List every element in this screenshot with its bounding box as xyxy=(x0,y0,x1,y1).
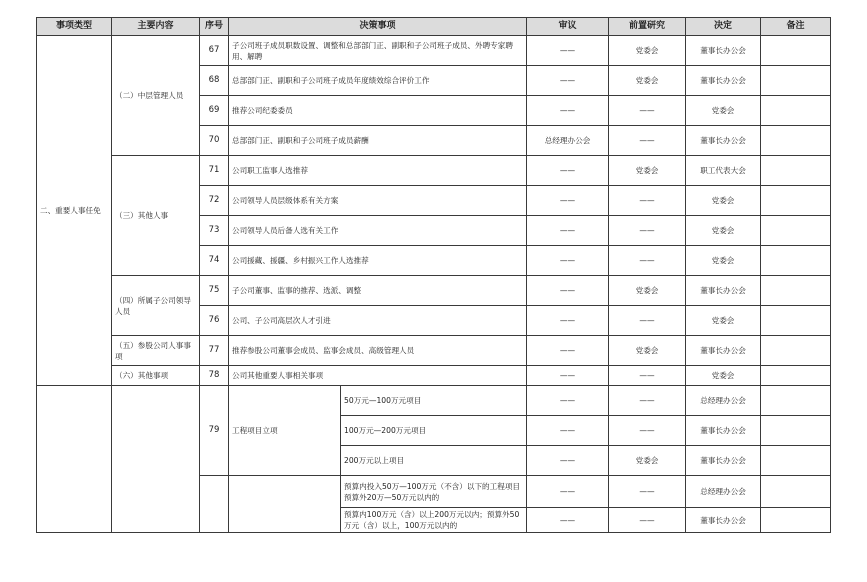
subgroup-cell-equity-personnel: （五）参股公司人事事项 xyxy=(112,336,200,366)
page-bottom-crop xyxy=(0,556,867,582)
decide-cell: 党委会 xyxy=(686,306,761,336)
header-row xyxy=(37,18,831,36)
seq-cell: 67 xyxy=(200,36,229,66)
decide-cell: 董事长办公会 xyxy=(686,276,761,306)
table-row xyxy=(37,276,831,306)
subgroup-cell-other-personnel: （三）其他人事 xyxy=(112,156,200,276)
decide-cell: 总经理办公会 xyxy=(686,386,761,416)
note-cell xyxy=(761,386,831,416)
note-cell xyxy=(761,306,831,336)
decision-item-cell: 推荐公司纪委委员 xyxy=(229,96,527,126)
header-seq: 序号 xyxy=(200,18,229,36)
pre-research-cell: —— xyxy=(609,246,686,276)
review-cell: —— xyxy=(527,476,609,508)
seq-cell: 79 xyxy=(200,386,229,476)
pre-research-cell: —— xyxy=(609,216,686,246)
pre-research-cell: —— xyxy=(609,366,686,386)
decide-cell: 董事长办公会 xyxy=(686,508,761,533)
subgroup-cell-other-matters: （六）其他事项 xyxy=(112,366,200,386)
note-cell xyxy=(761,96,831,126)
note-cell xyxy=(761,126,831,156)
sub-item-cell: 预算内投入50万—100万元（不含）以下的工程项目预算外20万—50万元以内的 xyxy=(341,476,527,508)
decide-cell: 董事长办公会 xyxy=(686,66,761,96)
note-cell xyxy=(761,156,831,186)
review-cell: 总经理办公会 xyxy=(527,126,609,156)
review-cell: —— xyxy=(527,246,609,276)
decision-item-cell: 公司援藏、援疆、乡村振兴工作人选推荐 xyxy=(229,246,527,276)
review-cell: —— xyxy=(527,186,609,216)
decide-cell: 总经理办公会 xyxy=(686,476,761,508)
decision-item-cell: 总部部门正、副职和子公司班子成员年度绩效综合评价工作 xyxy=(229,66,527,96)
decision-item-cell: 子公司班子成员职数设置、调整和总部部门正、副职和子公司班子成员、外聘专家聘用、解聘 xyxy=(229,36,527,66)
review-cell: —— xyxy=(527,336,609,366)
header-pre-research: 前置研究 xyxy=(609,18,686,36)
seq-cell: 72 xyxy=(200,186,229,216)
seq-cell: 68 xyxy=(200,66,229,96)
seq-cell: 76 xyxy=(200,306,229,336)
review-cell: —— xyxy=(527,386,609,416)
table-row xyxy=(37,366,831,386)
pre-research-cell: 党委会 xyxy=(609,36,686,66)
pre-research-cell: 党委会 xyxy=(609,66,686,96)
note-cell xyxy=(761,216,831,246)
pre-research-cell: —— xyxy=(609,186,686,216)
project-label-cell xyxy=(229,476,341,533)
subgroup-cell-next xyxy=(112,386,200,533)
seq-cell: 70 xyxy=(200,126,229,156)
pre-research-cell: —— xyxy=(609,508,686,533)
seq-cell: 78 xyxy=(200,366,229,386)
header-item-type: 事项类型 xyxy=(37,18,112,36)
table-row xyxy=(37,156,831,186)
decide-cell: 职工代表大会 xyxy=(686,156,761,186)
note-cell xyxy=(761,246,831,276)
decision-item-cell: 公司领导人员后备人选有关工作 xyxy=(229,216,527,246)
decision-item-cell: 总部部门正、副职和子公司班子成员薪酬 xyxy=(229,126,527,156)
note-cell xyxy=(761,416,831,446)
decide-cell: 党委会 xyxy=(686,186,761,216)
decide-cell: 党委会 xyxy=(686,96,761,126)
decision-item-cell: 子公司董事、监事的推荐、选派、调整 xyxy=(229,276,527,306)
seq-cell: 71 xyxy=(200,156,229,186)
decide-cell: 董事长办公会 xyxy=(686,336,761,366)
pre-research-cell: 党委会 xyxy=(609,336,686,366)
decision-item-cell: 公司领导人员层级体系有关方案 xyxy=(229,186,527,216)
note-cell xyxy=(761,508,831,533)
pre-research-cell: —— xyxy=(609,306,686,336)
header-review: 审议 xyxy=(527,18,609,36)
seq-cell xyxy=(200,476,229,533)
subgroup-cell-subsidiary-leaders: （四）所属子公司领导人员 xyxy=(112,276,200,336)
review-cell: —— xyxy=(527,508,609,533)
project-label-cell: 工程项目立项 xyxy=(229,386,341,476)
sub-item-cell: 预算内100万元（含）以上200万元以内；预算外50万元（含）以上，100万元以内的 xyxy=(341,508,527,533)
decision-item-cell: 公司其他重要人事相关事项 xyxy=(229,366,527,386)
note-cell xyxy=(761,446,831,476)
note-cell xyxy=(761,186,831,216)
note-cell xyxy=(761,476,831,508)
pre-research-cell: —— xyxy=(609,386,686,416)
header-main-content: 主要内容 xyxy=(112,18,200,36)
decide-cell: 党委会 xyxy=(686,246,761,276)
decision-item-cell: 推荐参股公司董事会成员、监事会成员、高级管理人员 xyxy=(229,336,527,366)
note-cell xyxy=(761,336,831,366)
decision-item-cell: 公司、子公司高层次人才引进 xyxy=(229,306,527,336)
sub-item-cell: 200万元以上项目 xyxy=(341,446,527,476)
header-note: 备注 xyxy=(761,18,831,36)
note-cell xyxy=(761,66,831,96)
review-cell: —— xyxy=(527,36,609,66)
sub-item-cell: 50万元—100万元项目 xyxy=(341,386,527,416)
pre-research-cell: 党委会 xyxy=(609,446,686,476)
review-cell: —— xyxy=(527,96,609,126)
decide-cell: 董事长办公会 xyxy=(686,446,761,476)
decide-cell: 董事长办公会 xyxy=(686,126,761,156)
decide-cell: 董事长办公会 xyxy=(686,36,761,66)
subgroup-cell-mid-managers: （二）中层管理人员 xyxy=(112,36,200,156)
review-cell: —— xyxy=(527,276,609,306)
pre-research-cell: 党委会 xyxy=(609,156,686,186)
seq-cell: 69 xyxy=(200,96,229,126)
table-row xyxy=(37,336,831,366)
decide-cell: 党委会 xyxy=(686,366,761,386)
decision-item-cell: 公司职工监事人选推荐 xyxy=(229,156,527,186)
sub-item-cell: 100万元—200万元项目 xyxy=(341,416,527,446)
review-cell: —— xyxy=(527,306,609,336)
seq-cell: 73 xyxy=(200,216,229,246)
seq-cell: 74 xyxy=(200,246,229,276)
group-cell-next xyxy=(37,386,112,533)
review-cell: —— xyxy=(527,216,609,246)
pre-research-cell: —— xyxy=(609,476,686,508)
note-cell xyxy=(761,276,831,306)
decision-matrix-table xyxy=(36,17,831,533)
group-cell-personnel: 二、重要人事任免 xyxy=(37,36,112,386)
pre-research-cell: 党委会 xyxy=(609,276,686,306)
note-cell xyxy=(761,36,831,66)
header-decision-item: 决策事项 xyxy=(229,18,527,36)
seq-cell: 77 xyxy=(200,336,229,366)
review-cell: —— xyxy=(527,156,609,186)
pre-research-cell: —— xyxy=(609,126,686,156)
seq-cell: 75 xyxy=(200,276,229,306)
note-cell xyxy=(761,366,831,386)
decide-cell: 董事长办公会 xyxy=(686,416,761,446)
review-cell: —— xyxy=(527,366,609,386)
review-cell: —— xyxy=(527,446,609,476)
table-row xyxy=(37,386,831,416)
pre-research-cell: —— xyxy=(609,96,686,126)
review-cell: —— xyxy=(527,416,609,446)
table-row xyxy=(37,36,831,66)
header-decide: 决定 xyxy=(686,18,761,36)
decide-cell: 党委会 xyxy=(686,216,761,246)
pre-research-cell: —— xyxy=(609,416,686,446)
review-cell: —— xyxy=(527,66,609,96)
